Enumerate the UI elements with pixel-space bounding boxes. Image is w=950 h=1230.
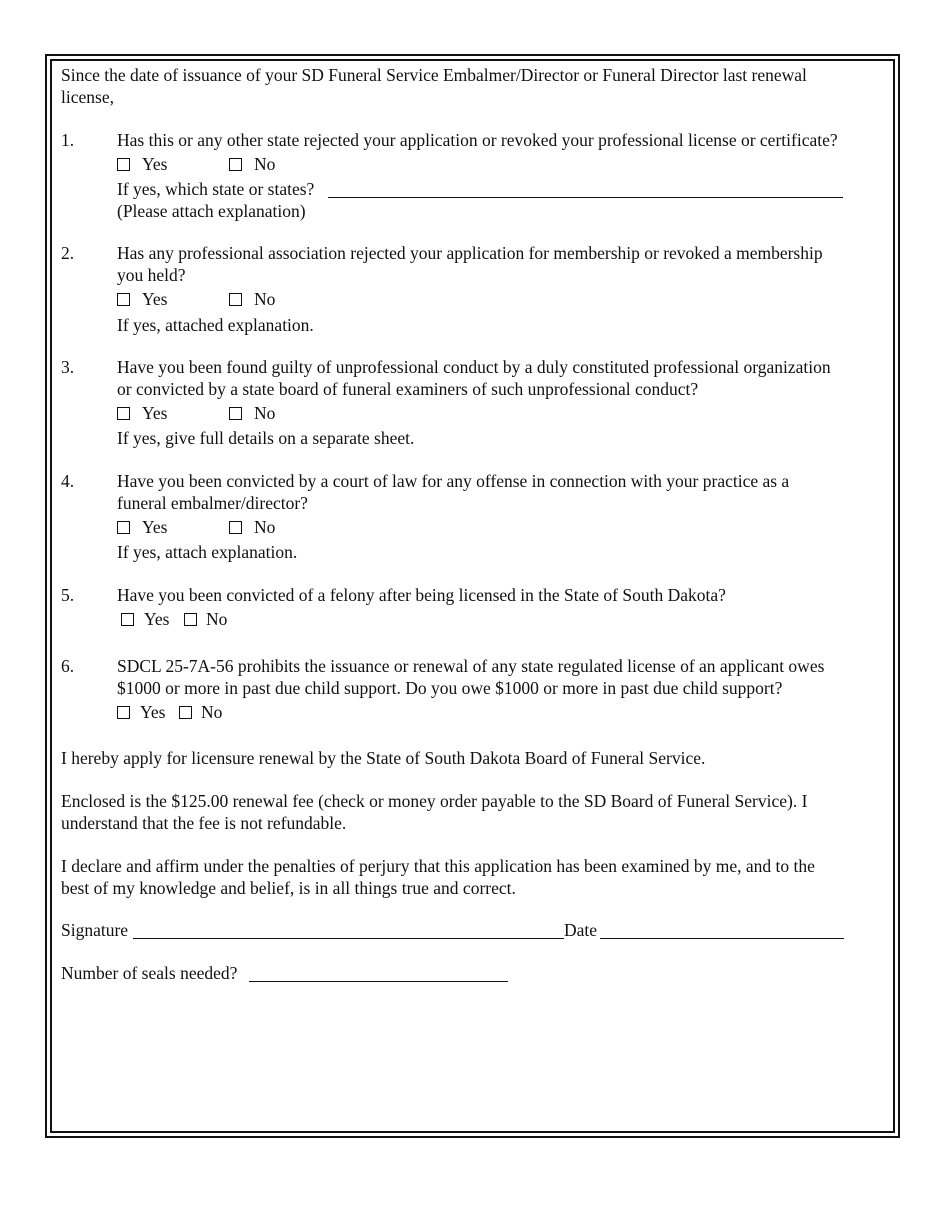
question-3-yes-label: Yes bbox=[142, 403, 168, 423]
question-1-no-checkbox[interactable] bbox=[229, 158, 242, 171]
question-4-number: 4. bbox=[61, 471, 75, 491]
question-5-yes-checkbox[interactable] bbox=[121, 613, 134, 626]
question-4-followup: If yes, attach explanation. bbox=[117, 542, 298, 562]
question-3-number: 3. bbox=[61, 357, 75, 377]
question-1-text: Has this or any other state rejected your application or revoked your professional license or certificate? bbox=[117, 130, 838, 150]
question-6-text-line-1: SDCL 25-7A-56 prohibits the issuance or renewal of any state regulated license of an applicant owes bbox=[117, 656, 825, 676]
question-4-yes-option[interactable] bbox=[117, 516, 167, 538]
question-5-no-label: No bbox=[206, 609, 228, 629]
question-3-text-line-2: or convicted by a state board of funeral examiners of such unprofessional conduct? bbox=[117, 379, 699, 399]
question-3-no-checkbox[interactable] bbox=[229, 407, 242, 420]
question-2-no-option[interactable] bbox=[229, 288, 275, 310]
question-6-yes-option[interactable] bbox=[117, 701, 165, 723]
question-4-text-line-2: funeral embalmer/director? bbox=[117, 493, 308, 513]
question-4-yes-checkbox[interactable] bbox=[117, 521, 130, 534]
question-2-number: 2. bbox=[61, 243, 75, 263]
intro-line-1: Since the date of issuance of your SD Funeral Service Embalmer/Director or Funeral Director last renewal bbox=[61, 65, 807, 85]
question-6-yes-label: Yes bbox=[140, 702, 166, 722]
question-5-yes-label: Yes bbox=[144, 609, 170, 629]
question-1-followup-2: (Please attach explanation) bbox=[117, 201, 306, 221]
question-1-yes-checkbox[interactable] bbox=[117, 158, 130, 171]
question-6-no-checkbox[interactable] bbox=[179, 706, 192, 719]
question-2-text-line-1: Has any professional association rejected your application for membership or revoked a membership bbox=[117, 243, 823, 263]
seals-label: Number of seals needed? bbox=[61, 963, 238, 983]
question-3-no-label: No bbox=[254, 403, 276, 423]
question-2-yes-label: Yes bbox=[142, 289, 168, 309]
question-5-no-option[interactable] bbox=[184, 608, 227, 630]
question-5-number: 5. bbox=[61, 585, 75, 605]
question-4-text-line-1: Have you been convicted by a court of law for any offense in connection with your practice as a bbox=[117, 471, 790, 491]
question-4-yes-label: Yes bbox=[142, 517, 168, 537]
question-4-no-option[interactable] bbox=[229, 516, 275, 538]
question-2-yes-option[interactable] bbox=[117, 288, 167, 310]
question-1-number: 1. bbox=[61, 130, 75, 150]
question-6-number: 6. bbox=[61, 656, 75, 676]
apply-statement: I hereby apply for licensure renewal by the State of South Dakota Board of Funeral Service. bbox=[61, 748, 706, 768]
question-2-yes-checkbox[interactable] bbox=[117, 293, 130, 306]
question-3-text-line-1: Have you been found guilty of unprofessional conduct by a duly constituted professional organization bbox=[117, 357, 831, 377]
question-6-no-option[interactable] bbox=[179, 701, 222, 723]
question-6-text-line-2: $1000 or more in past due child support. Do you owe $1000 or more in past due child support? bbox=[117, 678, 783, 698]
question-1-followup: If yes, which state or states? bbox=[117, 179, 315, 199]
question-2-followup: If yes, attached explanation. bbox=[117, 315, 314, 335]
question-4-no-label: No bbox=[254, 517, 276, 537]
question-1-no-label: No bbox=[254, 154, 276, 174]
question-6-no-label: No bbox=[201, 702, 223, 722]
question-1-no-option[interactable] bbox=[229, 153, 275, 175]
question-4-no-checkbox[interactable] bbox=[229, 521, 242, 534]
date-label: Date bbox=[564, 920, 598, 940]
question-5-yes-option[interactable] bbox=[121, 608, 169, 630]
question-1-yes-option[interactable] bbox=[117, 153, 167, 175]
declaration-line-2: best of my knowledge and belief, is in all things true and correct. bbox=[61, 878, 516, 898]
question-1-yes-label: Yes bbox=[142, 154, 168, 174]
question-2-text-line-2: you held? bbox=[117, 265, 186, 285]
question-3-yes-option[interactable] bbox=[117, 402, 167, 424]
question-2-no-label: No bbox=[254, 289, 276, 309]
question-3-followup: If yes, give full details on a separate sheet. bbox=[117, 428, 415, 448]
question-5-text: Have you been convicted of a felony after being licensed in the State of South Dakota? bbox=[117, 585, 726, 605]
states-input-line[interactable] bbox=[328, 197, 843, 198]
seals-input-line[interactable] bbox=[249, 981, 508, 982]
fee-statement-line-1: Enclosed is the $125.00 renewal fee (check or money order payable to the SD Board of Funeral Service). I bbox=[61, 791, 808, 811]
question-5-no-checkbox[interactable] bbox=[184, 613, 197, 626]
date-line[interactable] bbox=[600, 938, 844, 939]
question-2-no-checkbox[interactable] bbox=[229, 293, 242, 306]
question-3-yes-checkbox[interactable] bbox=[117, 407, 130, 420]
fee-statement-line-2: understand that the fee is not refundable. bbox=[61, 813, 347, 833]
signature-label: Signature bbox=[61, 920, 129, 940]
question-6-yes-checkbox[interactable] bbox=[117, 706, 130, 719]
declaration-line-1: I declare and affirm under the penalties of perjury that this application has been examined by me, and to the bbox=[61, 856, 815, 876]
signature-line[interactable] bbox=[133, 938, 564, 939]
intro-line-2: license, bbox=[61, 87, 114, 107]
question-3-no-option[interactable] bbox=[229, 402, 275, 424]
